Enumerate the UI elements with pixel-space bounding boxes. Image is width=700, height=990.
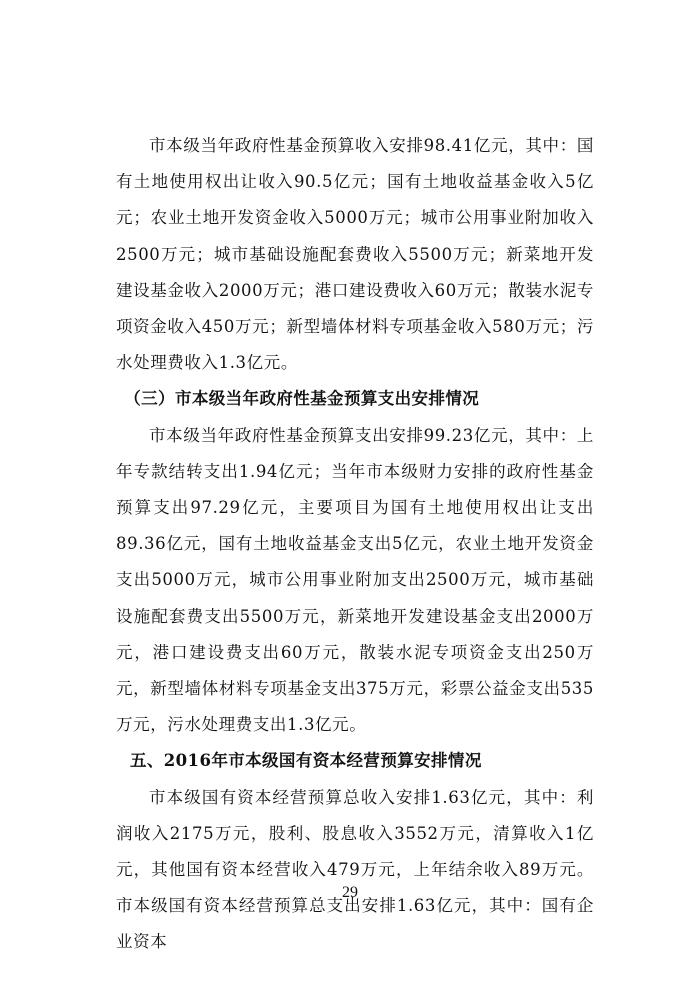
page-number: 29: [342, 884, 358, 901]
page-body: [116, 128, 594, 961]
paragraph-state-capital-budget: 市本级国有资本经营预算总收入安排1.63亿元，其中：利润收入2175万元，股利、股息收入3552万元，清算收入1亿元，其他国有资本经营收入479万元，上年结余收入89万元。市本级国有资本经营预算总支出安排1.63亿元，其中：国有企业资本: [116, 787, 594, 952]
paragraph-fund-revenue: 市本级当年政府性基金预算收入安排98.41亿元，其中：国有土地使用权出让收入90.5亿元；国有土地收益基金收入5亿元；农业土地开发资金收入5000万元；城市公用事业附加收入2500万元；城市基础设施配套费收入5500万元；新菜地开发建设基金收入2000万元；港口建设费收入60万元；散装水泥专项资金收入450万元；新型墙体材料专项基金收入580万元；污水处理费收入1.3亿元。: [116, 136, 594, 373]
paragraph-fund-expenditure: 市本级当年政府性基金预算支出安排99.23亿元，其中：上年专款结转支出1.94亿元；当年市本级财力安排的政府性基金预算支出97.29亿元，主要项目为国有土地使用权出让支出89.36亿元，国有土地收益基金支出5亿元，农业土地开发资金支出5000万元，城市公用事业附加支出2500万元，城市基础设施配套费支出5500万元，新菜地开发建设基金支出2000万元，港口建设费支出60万元，散装水泥专项资金支出250万元，新型墙体材料专项基金支出375万元，彩票公益金支出535万元，污水处理费支出1.3亿元。: [116, 425, 594, 735]
heading-fund-expenditure: （三）市本级当年政府性基金预算支出安排情况: [124, 389, 480, 409]
heading-state-capital-budget: 五、2016年市本级国有资本经营预算安排情况: [130, 751, 482, 771]
